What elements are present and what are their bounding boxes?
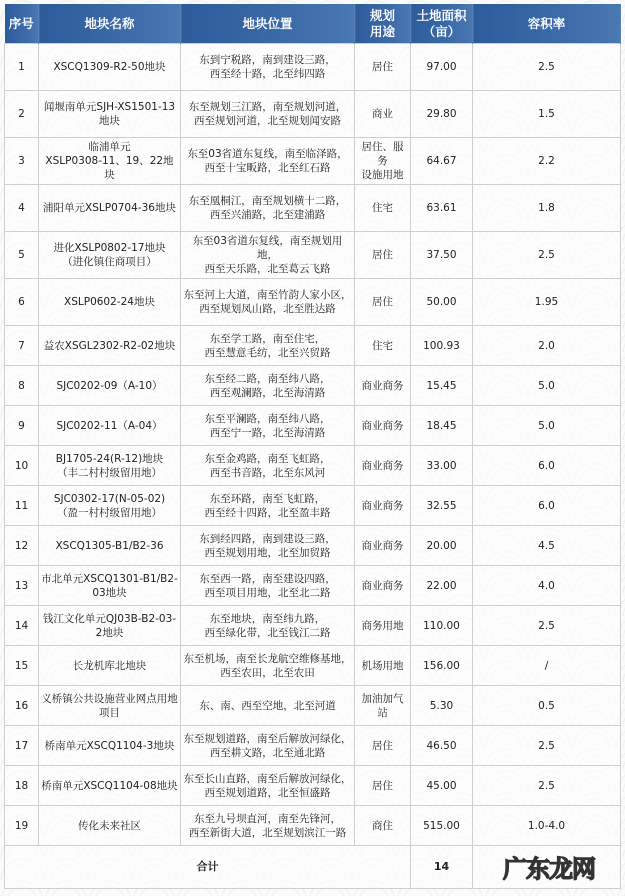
cell-land-area: 156.00	[411, 646, 473, 686]
cell-planned-use: 居住	[355, 232, 411, 279]
cell-parcel-location: 东至规划三江路，南至规划河道， 西至规划河道，北至规划闻安路	[181, 91, 355, 138]
table-row	[5, 185, 621, 232]
cell-parcel-name: 义桥镇公共设施营业网点用地项目	[39, 686, 181, 726]
cell-parcel-name: 市北单元XSCQ1301-B1/B2-03地块	[39, 566, 181, 606]
cell-parcel-location: 东至03省道东复线，南至规划用地， 西至天乐路，北至葛云飞路	[181, 232, 355, 279]
cell-planned-use: 商业商务	[355, 366, 411, 406]
cell-planned-use: 商业商务	[355, 526, 411, 566]
cell-land-area: 33.00	[411, 446, 473, 486]
cell-parcel-name: 益农XSGL2302-R2-02地块	[39, 326, 181, 366]
cell-land-area: 45.00	[411, 766, 473, 806]
cell-planned-use: 居住	[355, 279, 411, 326]
cell-plot-ratio: 1.8	[473, 185, 621, 232]
cell-seq: 8	[5, 366, 39, 406]
cell-plot-ratio: /	[473, 646, 621, 686]
cell-plot-ratio: 6.0	[473, 446, 621, 486]
table-row	[5, 526, 621, 566]
cell-parcel-name: SJC0302-17(N-05-02) （盈一村村级留用地）	[39, 486, 181, 526]
cell-plot-ratio: 6.0	[473, 486, 621, 526]
table-row	[5, 686, 621, 726]
column-header-plot-ratio: 容积率	[473, 4, 621, 44]
cell-seq: 10	[5, 446, 39, 486]
table-row	[5, 279, 621, 326]
cell-seq: 14	[5, 606, 39, 646]
land-parcel-table	[4, 4, 621, 889]
cell-planned-use: 商业商务	[355, 406, 411, 446]
cell-seq: 1	[5, 44, 39, 91]
cell-plot-ratio: 5.0	[473, 406, 621, 446]
column-header-planned-use: 规划 用途	[355, 4, 411, 44]
cell-planned-use: 商业商务	[355, 446, 411, 486]
cell-land-area: 22.00	[411, 566, 473, 606]
table-row	[5, 138, 621, 185]
cell-parcel-name: 临浦单元 XSLP0308-11、19、22地块	[39, 138, 181, 185]
cell-seq: 2	[5, 91, 39, 138]
cell-land-area: 50.00	[411, 279, 473, 326]
cell-parcel-location: 东至03省道东复线，南至临泽路， 西至十宝畈路，北至红石路	[181, 138, 355, 185]
cell-planned-use: 居住	[355, 44, 411, 91]
column-header-parcel-location: 地块位置	[181, 4, 355, 44]
cell-parcel-location: 东至机场，南至长龙航空维修基地， 西至农田，北至农田	[181, 646, 355, 686]
column-header-parcel-name: 地块名称	[39, 4, 181, 44]
table-row	[5, 366, 621, 406]
cell-seq: 5	[5, 232, 39, 279]
cell-seq: 11	[5, 486, 39, 526]
column-header-land-area: 土地面积 （亩）	[411, 4, 473, 44]
table-row	[5, 606, 621, 646]
cell-land-area: 110.00	[411, 606, 473, 646]
table-row	[5, 766, 621, 806]
table-row	[5, 806, 621, 846]
cell-plot-ratio: 2.2	[473, 138, 621, 185]
cell-plot-ratio: 1.95	[473, 279, 621, 326]
cell-seq: 4	[5, 185, 39, 232]
cell-seq: 19	[5, 806, 39, 846]
cell-parcel-location: 东至金鸡路，南至飞虹路， 西至书音路，北至东风河	[181, 446, 355, 486]
cell-planned-use: 商业商务	[355, 486, 411, 526]
cell-parcel-location: 东至环路，南至飞虹路， 西至经十四路，北至盈丰路	[181, 486, 355, 526]
cell-planned-use: 机场用地	[355, 646, 411, 686]
cell-plot-ratio: 2.5	[473, 44, 621, 91]
cell-plot-ratio: 2.5	[473, 606, 621, 646]
watermark-logo: 广东龙网	[503, 855, 595, 883]
cell-land-area: 64.67	[411, 138, 473, 185]
cell-seq: 12	[5, 526, 39, 566]
cell-parcel-name: 钱江文化单元QJ03B-B2-03-2地块	[39, 606, 181, 646]
cell-land-area: 97.00	[411, 44, 473, 91]
cell-land-area: 100.93	[411, 326, 473, 366]
cell-parcel-location: 东至经二路，南至纬八路， 西至观澜路，北至海清路	[181, 366, 355, 406]
cell-land-area: 29.80	[411, 91, 473, 138]
cell-land-area: 15.45	[411, 366, 473, 406]
cell-seq: 16	[5, 686, 39, 726]
cell-land-area: 32.55	[411, 486, 473, 526]
cell-parcel-location: 东至学工路，南至住宅， 西至慧意毛纺，北至兴贸路	[181, 326, 355, 366]
cell-planned-use: 居住	[355, 766, 411, 806]
table-row	[5, 446, 621, 486]
cell-seq: 13	[5, 566, 39, 606]
cell-planned-use: 住宅	[355, 185, 411, 232]
table-row	[5, 232, 621, 279]
cell-parcel-location: 东至西一路，南至建设四路， 西至项目用地，北至北二路	[181, 566, 355, 606]
cell-planned-use: 商住	[355, 806, 411, 846]
cell-planned-use: 住宅	[355, 326, 411, 366]
table-row	[5, 406, 621, 446]
cell-parcel-name: XSCQ1305-B1/B2-36	[39, 526, 181, 566]
cell-plot-ratio: 4.5	[473, 526, 621, 566]
table-row	[5, 44, 621, 91]
cell-parcel-location: 东到宁税路，南到建设三路， 西至经十路，北至纬四路	[181, 44, 355, 91]
cell-parcel-name: XSLP0602-24地块	[39, 279, 181, 326]
table-row	[5, 726, 621, 766]
total-label: 合计	[5, 846, 411, 889]
cell-land-area: 5.30	[411, 686, 473, 726]
cell-seq: 15	[5, 646, 39, 686]
cell-plot-ratio: 2.5	[473, 232, 621, 279]
cell-plot-ratio: 1.5	[473, 91, 621, 138]
cell-parcel-location: 东到经四路，南到建设三路， 西至规划用地，北至加贸路	[181, 526, 355, 566]
cell-plot-ratio: 0.5	[473, 686, 621, 726]
cell-parcel-name: 桥南单元XSCQ1104-08地块	[39, 766, 181, 806]
cell-parcel-location: 东至长山直路，南至后解放河绿化， 西至规划道路，北至恒盛路	[181, 766, 355, 806]
cell-planned-use: 居住、服务 设施用地	[355, 138, 411, 185]
cell-land-area: 20.00	[411, 526, 473, 566]
cell-parcel-name: 进化XSLP0802-17地块 （进化镇住商项目）	[39, 232, 181, 279]
cell-parcel-name: SJC0202-09（A-10）	[39, 366, 181, 406]
table-row	[5, 326, 621, 366]
cell-parcel-location: 东至河上大道，南至竹韵人家小区， 西至规划凤山路，北至胜达路	[181, 279, 355, 326]
cell-land-area: 37.50	[411, 232, 473, 279]
cell-seq: 7	[5, 326, 39, 366]
cell-land-area: 18.45	[411, 406, 473, 446]
cell-parcel-name: 浦阳单元XSLP0704-36地块	[39, 185, 181, 232]
cell-parcel-name: 桥南单元XSCQ1104-3地块	[39, 726, 181, 766]
cell-plot-ratio: 4.0	[473, 566, 621, 606]
cell-parcel-name: SJC0202-11（A-04）	[39, 406, 181, 446]
cell-planned-use: 居住	[355, 726, 411, 766]
cell-parcel-name: BJ1705-24(R-12)地块 （丰二村村级留用地）	[39, 446, 181, 486]
cell-seq: 6	[5, 279, 39, 326]
cell-seq: 3	[5, 138, 39, 185]
cell-land-area: 515.00	[411, 806, 473, 846]
cell-plot-ratio: 2.5	[473, 726, 621, 766]
cell-plot-ratio: 2.0	[473, 326, 621, 366]
cell-planned-use: 加油加气站	[355, 686, 411, 726]
cell-parcel-location: 东至九号坝直河，南至先锋河， 西至新街大道，北至规划滨江一路	[181, 806, 355, 846]
cell-plot-ratio: 2.5	[473, 766, 621, 806]
total-area: 14	[411, 846, 473, 889]
cell-land-area: 46.50	[411, 726, 473, 766]
cell-seq: 9	[5, 406, 39, 446]
table-row	[5, 566, 621, 606]
cell-planned-use: 商业	[355, 91, 411, 138]
cell-parcel-location: 东至凰桐江，南至规划横十二路， 西至兴浦路，北至建浦路	[181, 185, 355, 232]
column-header-seq: 序号	[5, 4, 39, 44]
cell-parcel-name: 传化未来社区	[39, 806, 181, 846]
cell-parcel-location: 东、南、西至空地，北至河道	[181, 686, 355, 726]
cell-plot-ratio: 1.0-4.0	[473, 806, 621, 846]
cell-parcel-name: XSCQ1309-R2-50地块	[39, 44, 181, 91]
table-row	[5, 91, 621, 138]
cell-seq: 17	[5, 726, 39, 766]
cell-land-area: 63.61	[411, 185, 473, 232]
cell-parcel-location: 东至平澜路，南至纬八路， 西至宁一路，北至海清路	[181, 406, 355, 446]
cell-parcel-name: 长龙机库北地块	[39, 646, 181, 686]
cell-planned-use: 商务用地	[355, 606, 411, 646]
cell-parcel-location: 东至规划道路，南至后解放河绿化， 西至耕文路，北至通北路	[181, 726, 355, 766]
table-row	[5, 646, 621, 686]
cell-parcel-name: 闻堰南单元SJH-XS1501-13地块	[39, 91, 181, 138]
table-row	[5, 486, 621, 526]
cell-plot-ratio: 5.0	[473, 366, 621, 406]
cell-seq: 18	[5, 766, 39, 806]
cell-parcel-location: 东至地块，南至纬九路， 西至绿化带，北至钱江二路	[181, 606, 355, 646]
table-header-row	[5, 4, 621, 44]
cell-planned-use: 商业商务	[355, 566, 411, 606]
